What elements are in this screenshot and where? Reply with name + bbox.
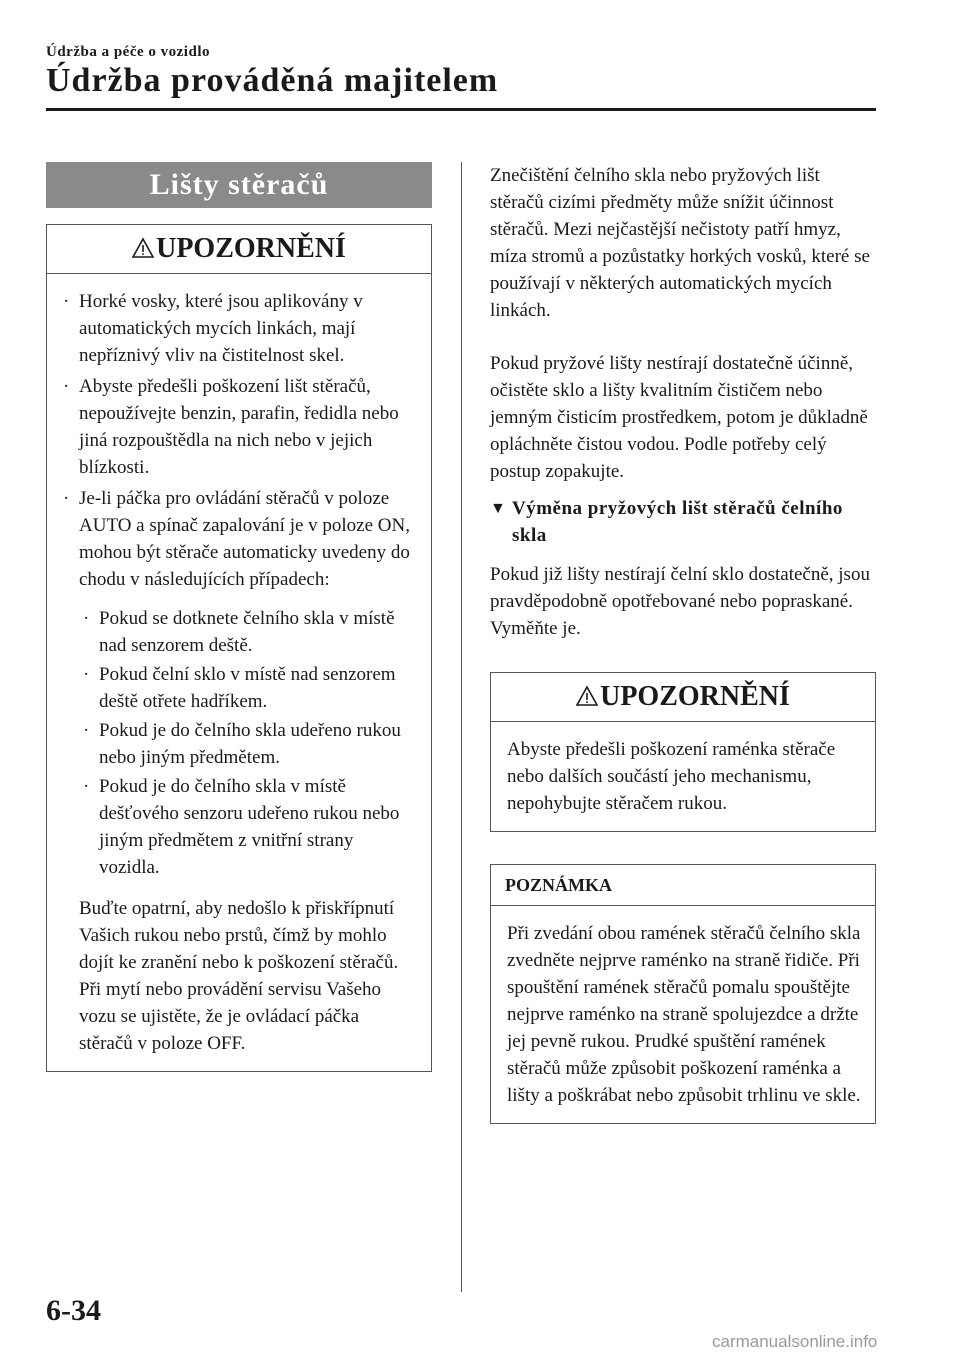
list-item: · Je-li páčka pro ovládání stěračů v poloze AUTO a spínač zapalování je v poloze ON, mohou být stěrače automaticky uvedeny do chodu v následujících případech:	[63, 488, 410, 590]
caution-header-2	[491, 673, 875, 722]
paragraph-contamination: Znečištění čelního skla nebo pryžových lišt stěračů cizími předměty může snížit účinnost stěračů. Mezi nejčastější nečistoty patří hmyz, míza stromů a pozůstatky horkých vosků, které se používají v některých automatických mycích linkách.	[490, 165, 870, 321]
sub-list	[63, 605, 417, 881]
note-box	[490, 864, 876, 1124]
note-header: POZNÁMKA	[491, 865, 875, 906]
watermark: carmanualsonline.info	[712, 1332, 878, 1351]
paragraph-cleaning: Pokud pryžové lišty nestírají dostatečně účinně, očistěte sklo a lišty kvalitním čističem nebo jemným čisticím prostředkem, potom je důkladně opláchněte čistou vodou. Podle potřeby celý postup zopakujte.	[490, 353, 868, 482]
page-title: Údržba prováděná majitelem	[46, 62, 499, 99]
page-number: 6-34	[46, 1294, 101, 1327]
column-divider	[461, 162, 462, 1292]
caution-header	[47, 225, 431, 274]
caution-after-text: Buďte opatrní, aby nedošlo k přiskřípnutí Vašich rukou nebo prstů, čímž by mohlo dojít ke zranění nebo k poškození stěračů. Při mytí nebo provádění servisu Vašeho vozu se ujistěte, že je ovládací páčka stěračů v poloze OFF.	[79, 898, 399, 1054]
caution-title-2: UPOZORNĚNÍ	[600, 681, 790, 712]
sub-list-item: · Pokud se dotknete čelního skla v místě nad senzorem deště.	[83, 608, 395, 656]
note-body: Při zvedání obou ramének stěračů čelního skla zvedněte nejprve raménko na straně řidiče. Při spouštění ramének stěračů pomalu spouštějte nejprve raménko na straně spolujezdce a držte jej pevně rukou. Prudké spuštění ramének stěračů může způsobit poškození raménka a lišty a poškrábat nebo způsobit trhlinu ve skle.	[507, 923, 861, 1106]
caution-box	[46, 224, 432, 1072]
list-item: · Abyste předešli poškození lišt stěračů, nepoužívejte benzin, parafin, ředidla nebo jiná rozpouštědla na nich nebo v jejich blízkosti.	[63, 376, 399, 478]
sub-list-item: · Pokud je do čelního skla v místě dešťového senzoru udeřeno rukou nebo jiným předmětem z vnitřní strany vozidla.	[83, 776, 400, 878]
sub-list-item: · Pokud čelní sklo v místě nad senzorem deště otřete hadříkem.	[83, 664, 396, 712]
paragraph-replace: Pokud již lišty nestírají čelní sklo dostatečně, jsou pravděpodobně opotřebované nebo popraskané. Vyměňte je.	[490, 564, 870, 639]
right-column	[490, 162, 876, 1124]
caution-box-2	[490, 672, 876, 832]
breadcrumb: Údržba a péče o vozidlo	[46, 44, 210, 60]
warning-triangle-icon	[576, 685, 598, 707]
section-title: Lišty stěračů	[46, 162, 432, 208]
warning-triangle-icon	[132, 237, 154, 259]
triangle-down-icon: ▼	[490, 500, 507, 517]
caution-body-2: Abyste předešli poškození raménka stěrače nebo dalších součástí jeho mechanismu, nepohybujte stěračem rukou.	[507, 739, 836, 814]
subheading: ▼ Výměna pryžových lišt stěračů čelního skla	[490, 495, 876, 549]
sub-list-item: · Pokud je do čelního skla udeřeno rukou nebo jiným předmětem.	[83, 720, 401, 768]
list-item: · Horké vosky, které jsou aplikovány v automatických mycích linkách, mají nepříznivý vliv na čistitelnost skel.	[63, 291, 363, 366]
left-column	[46, 162, 432, 1072]
caution-title: UPOZORNĚNÍ	[156, 233, 346, 264]
caution-body	[47, 274, 431, 1071]
title-rule	[46, 108, 876, 111]
